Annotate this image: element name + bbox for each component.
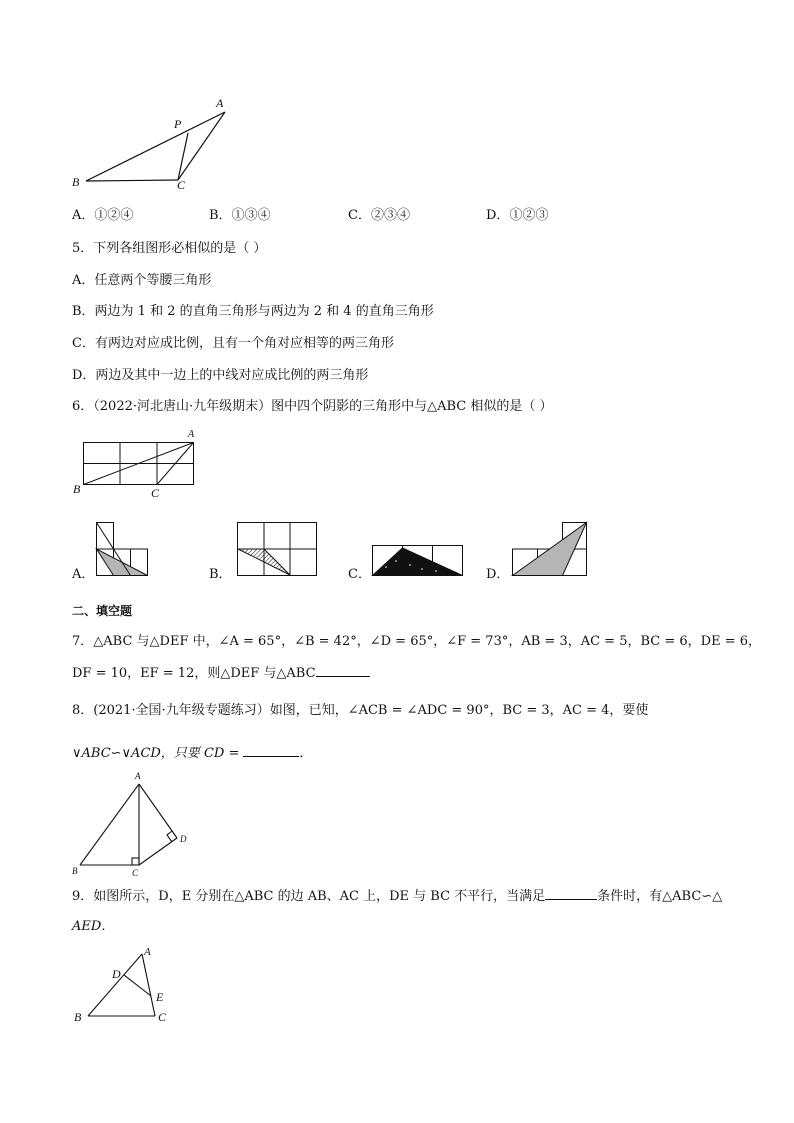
side-ac <box>142 954 155 1016</box>
q9-line1-text: 9．如图所示，D，E 分别在△ABC 的边 AB、AC 上，DE 与 BC 不平行，当满足 <box>72 889 546 904</box>
q6-option-c-figure[interactable] <box>372 545 464 579</box>
label-c: C <box>177 178 186 192</box>
q7-answer-blank[interactable] <box>316 663 370 677</box>
q8-period: ． <box>299 746 313 761</box>
label-c: C <box>151 486 160 500</box>
q8-line2 <box>72 743 312 763</box>
right-angle-mark-d <box>167 831 172 842</box>
q8-line1: 8．(2021·全国·九年级专题练习）如图，已知，∠ACB = ∠ADC = 90°，BC = 3，AC = 4，要使 <box>72 703 649 718</box>
option-text: ②③④ <box>370 208 410 223</box>
q8-triangle-figure <box>76 776 196 872</box>
option-letter: A． <box>72 208 95 223</box>
label-d: D <box>180 834 187 844</box>
option-text: ①②③ <box>509 208 549 223</box>
q9-line1-suffix: 条件时，有△ABC∽△ <box>597 889 723 904</box>
q9-line2: AED． <box>72 919 115 934</box>
label-b: B <box>74 1010 82 1024</box>
side-ab <box>88 954 142 1016</box>
side-bc <box>86 180 178 181</box>
option-letter: D． <box>486 208 510 223</box>
q4-option-b[interactable] <box>209 207 271 225</box>
label-d: D <box>112 967 121 981</box>
option-letter: C． <box>348 208 371 223</box>
q8-line2-text: ∨ABC∽∨ACD，只要 CD = <box>72 746 240 761</box>
option-letter: B． <box>209 208 232 223</box>
label-e: E <box>156 990 164 1004</box>
q7-line1: 7．△ABC 与△DEF 中，∠A = 65°，∠B = 42°，∠D = 65°，∠F = 73°，AB = 3，AC = 5，BC = 6，DE = 6， <box>72 634 761 649</box>
right-angle-mark-c <box>132 858 139 865</box>
q6-stem: 6．（2022·河北唐山·九年级期末）图中四个阴影的三角形中与△ABC 相似的是（ ） <box>72 399 553 414</box>
label-b: B <box>73 482 81 496</box>
q5-stem: 5．下列各组图形必相似的是（ ） <box>72 241 267 256</box>
q4-triangle-figure <box>70 95 240 195</box>
side-cd <box>139 838 177 865</box>
q7-line2 <box>72 663 370 683</box>
q6-option-b-label[interactable]: B． <box>209 567 232 582</box>
label-a: A <box>144 946 151 958</box>
side-ab <box>80 784 139 865</box>
label-p: P <box>174 117 182 131</box>
q6-option-d-figure[interactable] <box>512 522 588 578</box>
q5-option-d[interactable]: D．两边及其中一边上的中线对应成比例的两三角形 <box>72 368 369 383</box>
option-text: ①②④ <box>94 208 134 223</box>
q6-option-c-label[interactable]: C． <box>348 567 371 582</box>
q8-answer-blank[interactable] <box>243 743 299 757</box>
section-heading-fill-in: 二、填空题 <box>72 604 133 618</box>
q5-option-b[interactable]: B．两边为 1 和 2 的直角三角形与两边为 2 和 4 的直角三角形 <box>72 304 434 319</box>
q4-option-c[interactable] <box>348 207 410 225</box>
label-b: B <box>72 175 80 189</box>
q6-option-a-label[interactable]: A． <box>72 567 95 582</box>
q9-line1 <box>72 886 722 906</box>
q9-answer-blank[interactable] <box>545 886 597 900</box>
q7-line2-text: DF = 10，EF = 12，则△DEF 与△ABC <box>72 666 316 681</box>
q4-option-a[interactable] <box>72 207 133 225</box>
side-ba <box>86 112 225 181</box>
side-ad <box>139 784 177 838</box>
q6-option-d-label[interactable]: D． <box>486 567 510 582</box>
q5-option-a[interactable]: A．任意两个等腰三角形 <box>72 273 212 288</box>
q5-option-c[interactable]: C．有两边对应成比例，且有一个角对应相等的两三角形 <box>72 336 394 351</box>
shaded-triangle <box>373 548 463 576</box>
q6-option-a-figure[interactable] <box>96 522 148 578</box>
q6-grid-figure <box>83 442 195 488</box>
label-c: C <box>132 868 139 878</box>
label-a: A <box>135 771 141 781</box>
q6-option-b-figure[interactable] <box>237 522 319 578</box>
label-b: B <box>72 866 78 876</box>
label-a: A <box>216 96 224 110</box>
option-text: ①③④ <box>231 208 271 223</box>
q4-option-d[interactable] <box>486 207 548 225</box>
label-a: A <box>188 429 195 440</box>
label-c: C <box>158 1010 167 1024</box>
